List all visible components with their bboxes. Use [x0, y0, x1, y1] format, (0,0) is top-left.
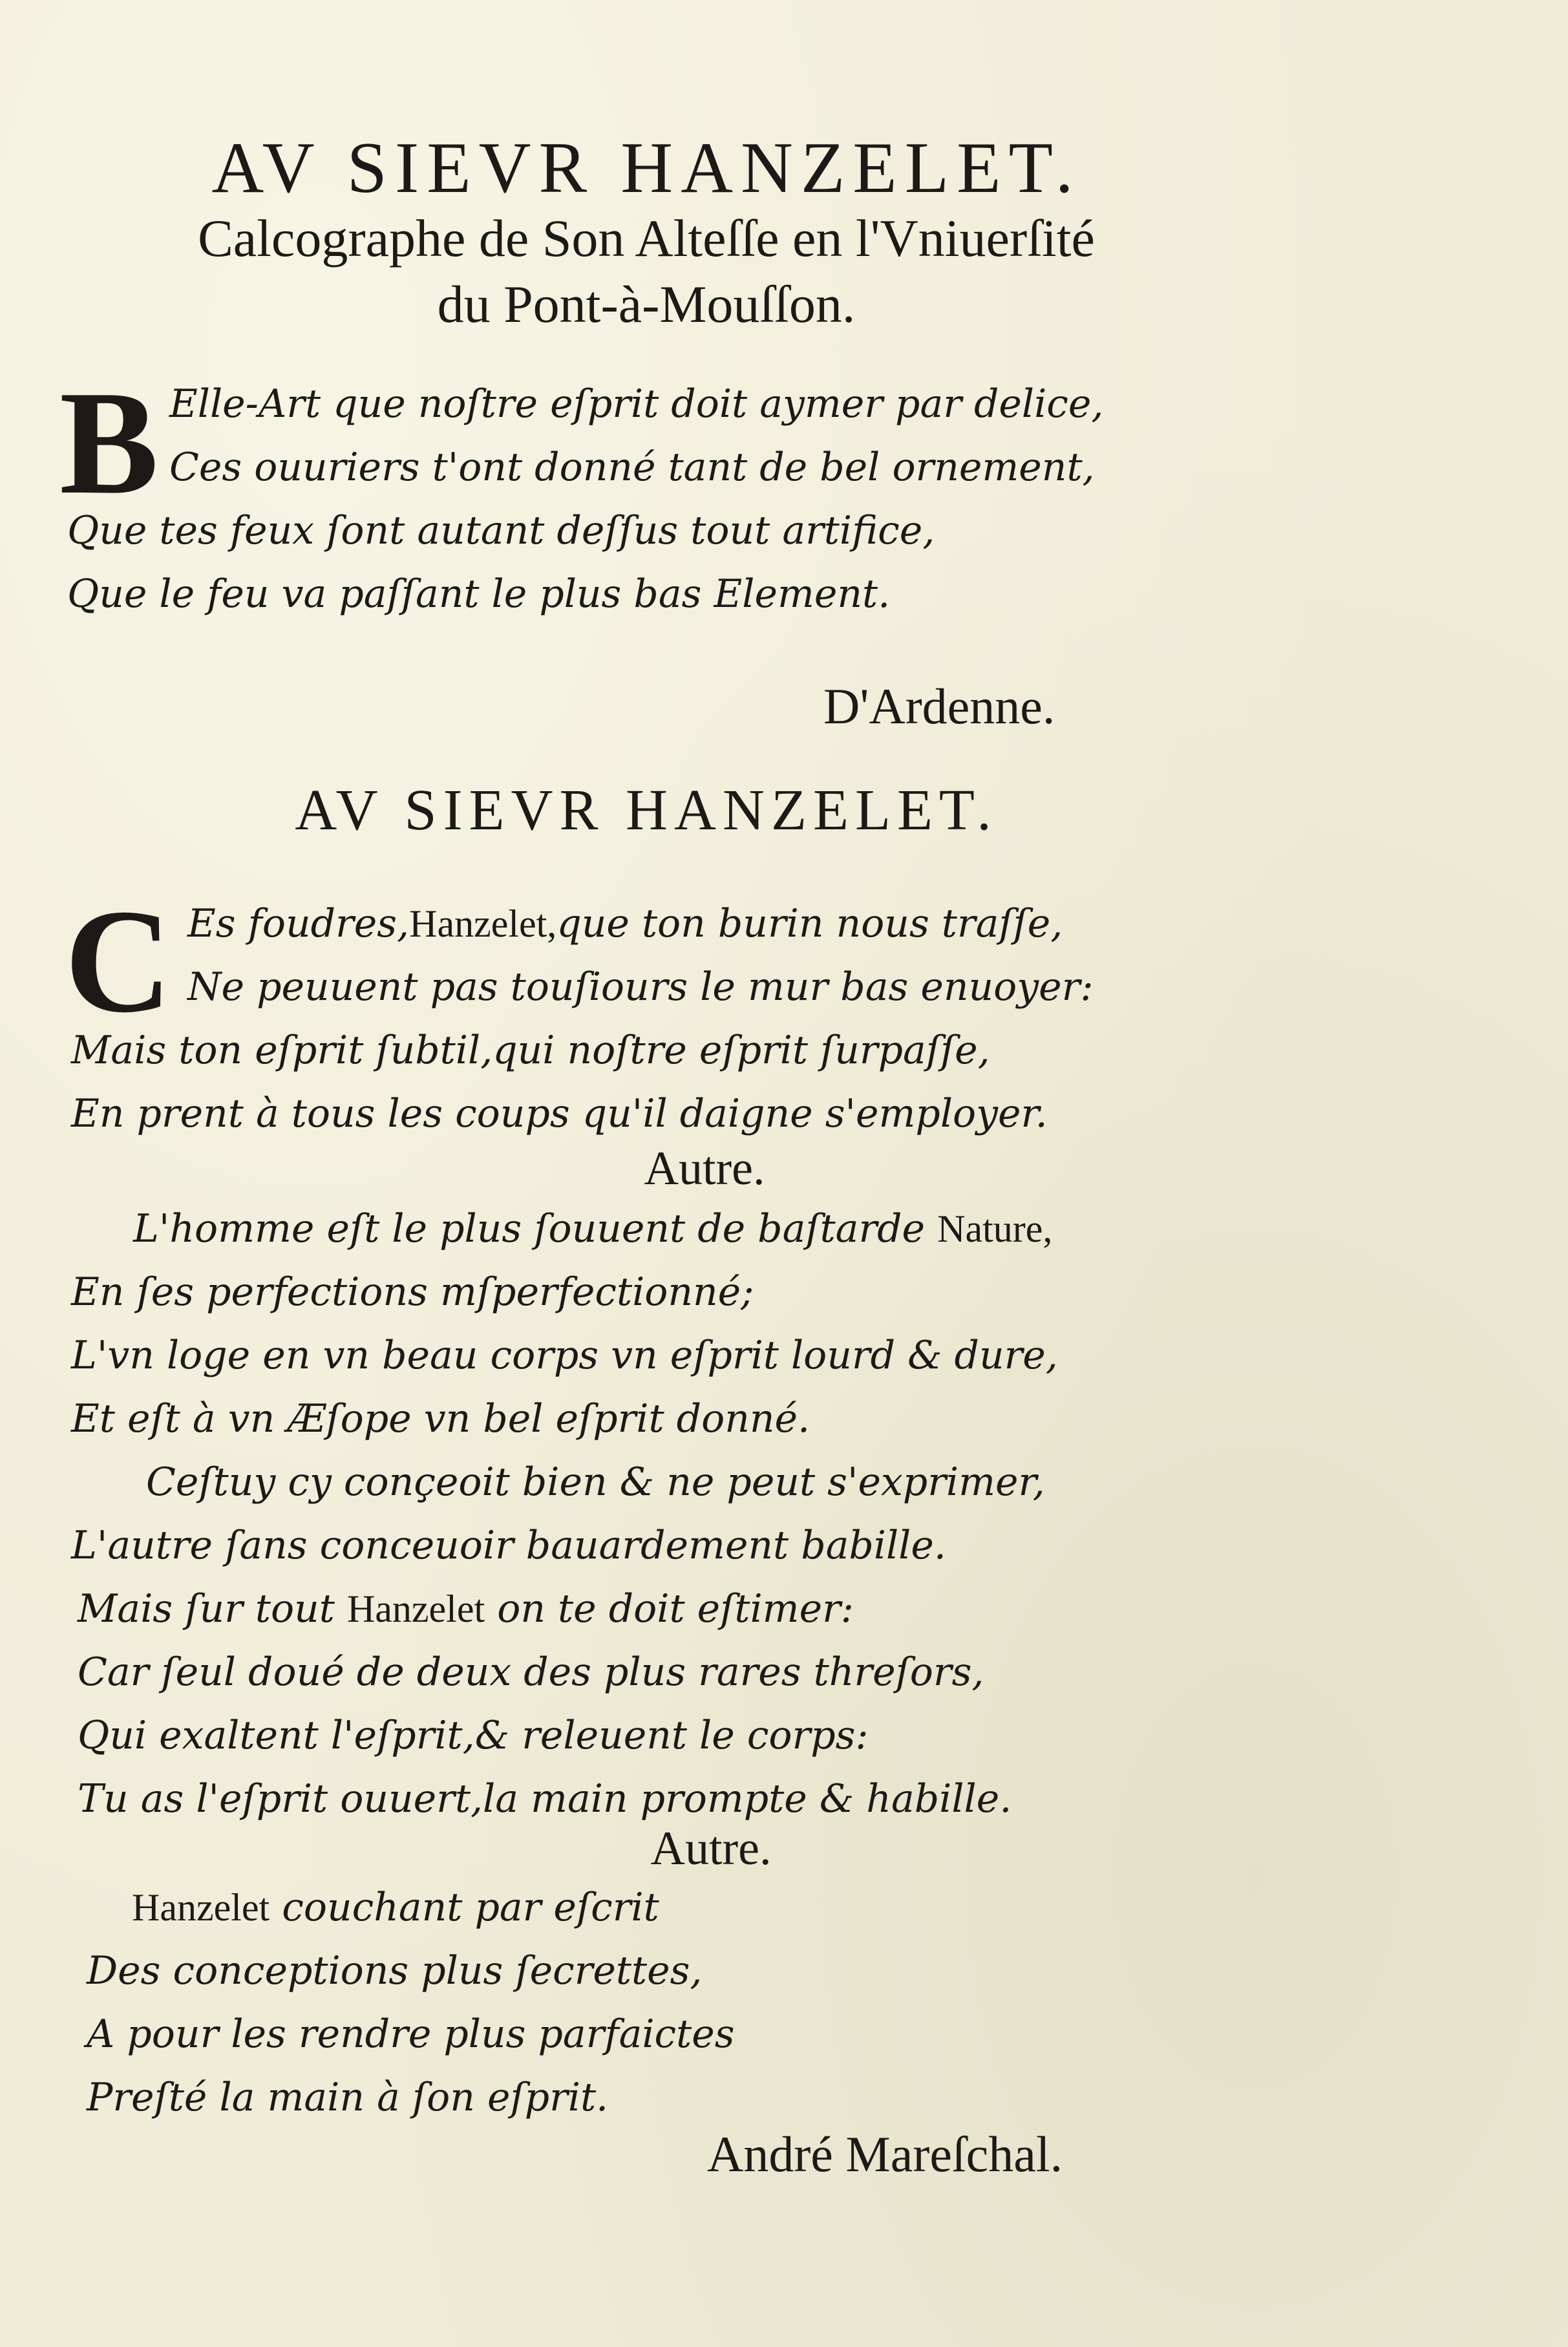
poem3-line-8: Car ſeul doué de deux des plus rares threſors,	[78, 1650, 984, 1695]
poem3-line-3: L'vn loge en vn beau corps vn eſprit lourd & dure,	[71, 1333, 1058, 1378]
poem3-line-2: En ſes perfections mſperfectionné;	[71, 1269, 754, 1315]
signature-dardenne: D'Ardenne.	[823, 678, 1055, 734]
subtitle-line-1: Calcographe de Son Alteſſe en l'Vniuerſité	[198, 209, 1095, 268]
poem4-line-1-end: couchant par eſcrit	[282, 1885, 659, 1930]
drop-cap-b: B	[59, 360, 159, 525]
drop-cap-c: C	[65, 878, 173, 1043]
page-title: AV SIEVR HANZELET.	[211, 128, 1081, 208]
poem3-line-10: Tu as l'eſprit ouuert,la main prompte & habille.	[78, 1776, 1012, 1821]
poem2-line-1	[187, 901, 1063, 946]
poem3-line-1-start: L'homme eſt le plus ſouuent de baſtarde	[133, 1206, 926, 1251]
name-hanzelet: Hanzelet,	[409, 902, 557, 945]
autre-heading-1: Autre.	[644, 1142, 765, 1195]
poem3-line-9: Qui exaltent l'eſprit,& releuent le corps:	[78, 1713, 869, 1758]
poem3-line-1	[133, 1206, 1052, 1251]
poem1-line-4: Que le feu va paſſant le plus bas Element.	[67, 571, 891, 617]
poem2-line-3: Mais ton eſprit ſubtil,qui noſtre eſprit ſurpaſſe,	[71, 1028, 990, 1073]
poem1-line-1: Elle-Art que noſtre eſprit doit aymer par delice,	[169, 381, 1104, 427]
poem3-line-7	[78, 1586, 854, 1631]
poem3-line-4: Et eſt à vn Æſope vn bel eſprit donné.	[71, 1396, 810, 1441]
poem1-line-2: Ces ouuriers t'ont donné tant de bel ornement,	[169, 445, 1095, 490]
poem3-line-7-end: on te doit eſtimer:	[497, 1586, 854, 1631]
poem2-line-2: Ne peuuent pas touſiours le mur bas enuoyer:	[187, 964, 1094, 1010]
poem4-line-1	[132, 1885, 659, 1930]
second-title: AV SIEVR HANZELET.	[295, 778, 998, 842]
poem4-line-2: Des conceptions plus ſecrettes,	[87, 1948, 703, 1993]
word-nature: Nature,	[937, 1207, 1053, 1250]
autre-heading-2: Autre.	[650, 1822, 772, 1875]
subtitle-line-2: du Pont-à-Mouſſon.	[437, 275, 856, 334]
poem1-line-3: Que tes feux ſont autant deſſus tout artifice,	[67, 508, 935, 553]
poem3-line-5: Ceſtuy cy conçeoit bien & ne peut s'exprimer,	[146, 1460, 1045, 1505]
poem4-line-3: A pour les rendre plus parfaictes	[87, 2012, 735, 2057]
poem3-line-7-start: Mais ſur tout	[78, 1586, 335, 1631]
poem2-line-1-start: Es foudres,	[187, 901, 410, 946]
poem3-line-6: L'autre ſans conceuoir bauardement babille.	[71, 1523, 946, 1568]
poem4-line-4: Preſté la main à ſon eſprit.	[87, 2075, 609, 2120]
signature-andre-mareschal: André Mareſchal.	[707, 2126, 1063, 2182]
name-hanzelet-3: Hanzelet	[132, 1886, 270, 1929]
poem2-line-4: En prent à tous les coups qu'il daigne s'employer.	[71, 1091, 1048, 1136]
name-hanzelet-2: Hanzelet	[346, 1588, 485, 1630]
poem2-line-1-end: que ton burin nous traſſe,	[556, 901, 1063, 946]
